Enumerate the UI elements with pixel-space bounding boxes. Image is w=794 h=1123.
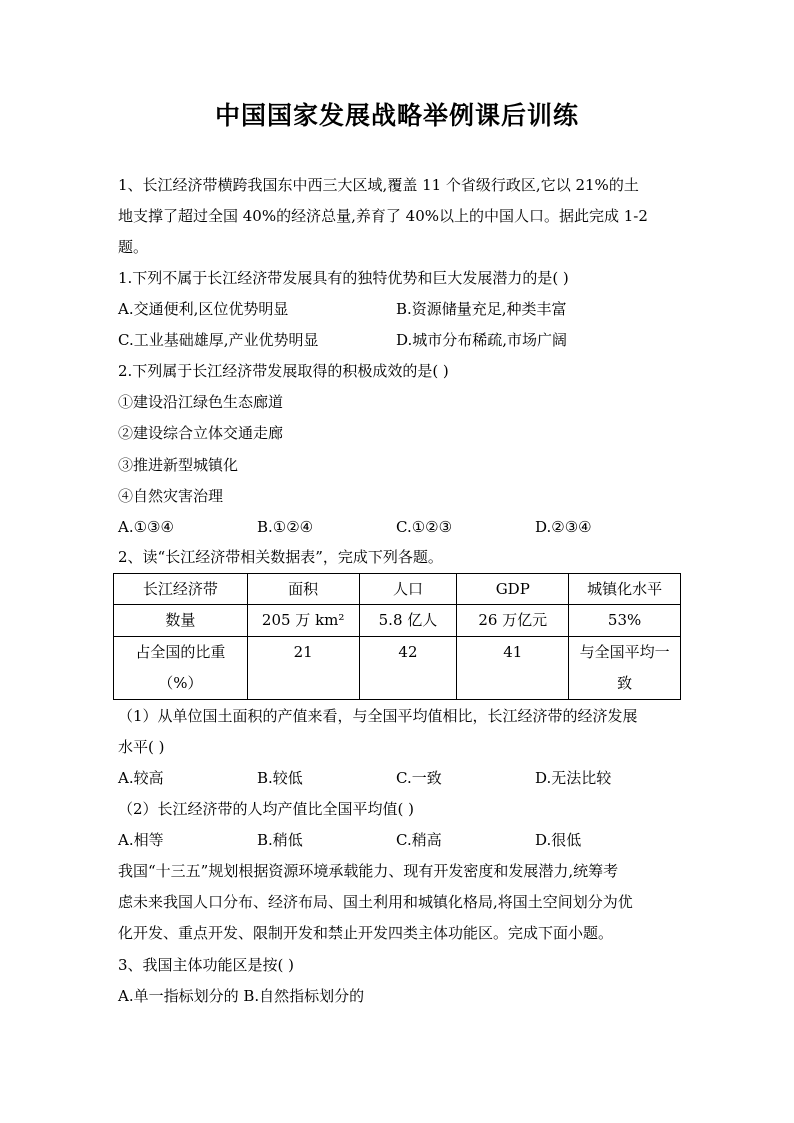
q2-sub2-option-d: D.很低 [535,831,582,849]
q2-intro: 2、读“长江经济带相关数据表”，完成下列各题。 [118,548,443,566]
table-header-cell: GDP [457,574,569,605]
q2-sub1-option-c: C.一致 [396,769,442,787]
q1-sub2-item-3: ③推进新型城镇化 [118,456,239,474]
table-cell: 53% [569,605,681,637]
table-cell: 205 万 km² [247,605,359,637]
table-cell-line: 致 [617,674,633,692]
table-header-cell: 长江经济带 [114,574,248,605]
table-cell: 21 [247,637,359,700]
table-cell [114,637,248,700]
table-cell-line: 占全国的比重 [135,643,226,661]
q1-sub2-item-2: ②建设综合立体交通走廊 [118,424,284,442]
q3-options: A.单一指标划分的 B.自然指标划分的 [118,987,365,1005]
table-cell: 42 [359,637,457,700]
q1-sub2-item-4: ④自然灾害治理 [118,487,224,505]
q3-intro-line-1: 我国“十三五”规划根据资源环境承载能力、现有开发密度和发展潜力,统筹考 [118,862,619,880]
q1-sub1-option-d: D.城市分布稀疏,市场广阔 [396,331,568,349]
table-cell [569,637,681,700]
table-row [114,637,681,700]
q2-sub2-option-a: A.相等 [118,831,164,849]
table-cell-line: 与全国平均一 [579,643,670,661]
table-cell: 26 万亿元 [457,605,569,637]
q2-sub2-option-b: B.稍低 [257,831,303,849]
q1-sub1-option-a: A.交通便利,区位优势明显 [118,300,289,318]
q2-sub1-option-d: D.无法比较 [535,769,612,787]
yangtze-data-table [113,573,681,700]
table-row [114,605,681,637]
q1-sub1-option-b: B.资源储量充足,种类丰富 [396,300,567,318]
table-cell: 41 [457,637,569,700]
q1-sub2-item-1: ①建设沿江绿色生态廊道 [118,393,284,411]
q1-intro-line-3: 题。 [118,238,149,256]
table-header-cell: 人口 [359,574,457,605]
page-title: 中国国家发展战略举例课后训练 [214,101,579,130]
q3-intro-line-2: 虑未来我国人口分布、经济布局、国土利用和城镇化格局,将国土空间划分为优 [118,893,633,911]
q1-sub1-stem: 1.下列不属于长江经济带发展具有的独特优势和巨大发展潜力的是( ) [118,269,569,287]
q2-sub1-option-b: B.较低 [257,769,303,787]
q1-sub2-option-a: A.①③④ [118,518,174,536]
q1-sub2-option-d: D.②③④ [535,518,592,536]
q1-sub1-option-c: C.工业基础雄厚,产业优势明显 [118,331,319,349]
q2-sub1-stem-line-2: 水平( ) [118,738,165,756]
q3-stem: 3、我国主体功能区是按( ) [118,956,295,974]
table-header-cell: 面积 [247,574,359,605]
q2-sub2-option-c: C.稍高 [396,831,442,849]
table-header-cell: 城镇化水平 [569,574,681,605]
q1-sub2-stem: 2.下列属于长江经济带发展取得的积极成效的是( ) [118,362,449,380]
q1-sub2-option-b: B.①②④ [257,518,314,536]
q2-sub2-stem: （2）长江经济带的人均产值比全国平均值( ) [118,800,415,818]
q2-sub1-option-a: A.较高 [118,769,164,787]
table-cell: 数量 [114,605,248,637]
table-cell: 5.8 亿人 [359,605,457,637]
q3-intro-line-3: 化开发、重点开发、限制开发和禁止开发四类主体功能区。完成下面小题。 [118,924,614,942]
q1-intro-line-1: 1、长江经济带横跨我国东中西三大区域,覆盖 11 个省级行政区,它以 21%的土 [118,176,639,194]
q2-sub1-stem-line-1: （1）从单位国土面积的产值来看，与全国平均值相比，长江经济带的经济发展 [118,707,638,725]
q1-sub2-option-c: C.①②③ [396,518,453,536]
table-cell-line: （%） [158,674,203,692]
q1-intro-line-2: 地支撑了超过全国 40%的经济总量,养育了 40%以上的中国人口。据此完成 1-2 [118,207,648,225]
table-header-row [114,574,681,605]
